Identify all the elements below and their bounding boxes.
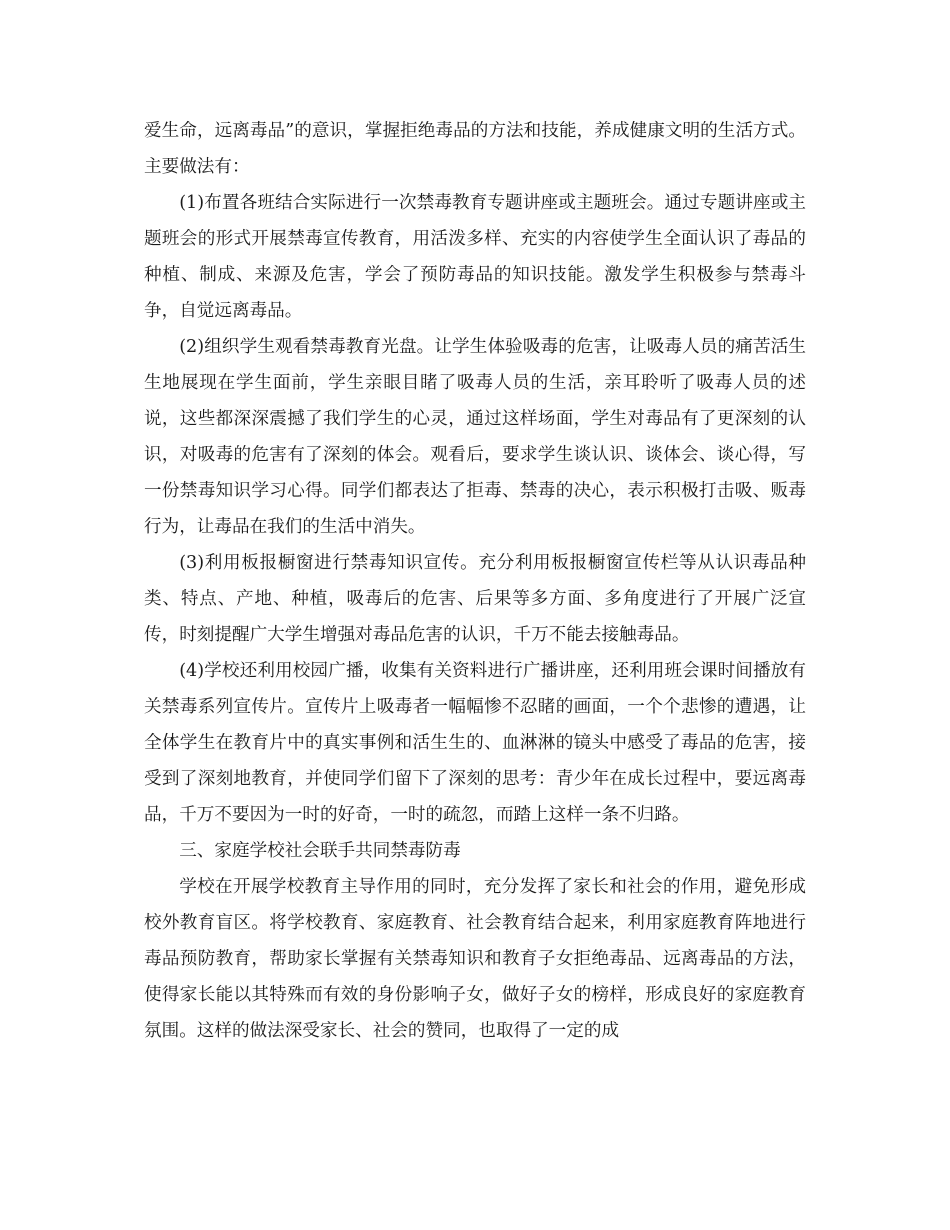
document-page	[144, 113, 806, 1049]
paragraph-section-3-body: 学校在开展学校教育主导作用的同时，充分发挥了家长和社会的作用，避免形成校外教育盲区。将学校教育、家庭教育、社会教育结合起来，利用家庭教育阵地进行毒品预防教育，帮助家长掌握有关禁毒知识和教育子女拒绝毒品、远离毒品的方法，使得家长能以其特殊而有效的身份影响子女，做好子女的榜样，形成良好的家庭教育氛围。这样的做法深受家长、社会的赞同，也取得了一定的成	[144, 877, 806, 1041]
section-heading-3: 三、家庭学校社会联手共同禁毒防毒	[179, 841, 461, 861]
paragraph-item-4: (4)学校还利用校园广播，收集有关资料进行广播讲座，还利用班会课时间播放有关禁毒系列宣传片。宣传片上吸毒者一幅幅惨不忍睹的画面，一个个悲惨的遭遇，让全体学生在教育片中的真实事例和活生生的、血淋淋的镜头中感受了毒品的危害，接受到了深刻地教育，并使同学们留下了深刻的思考：青少年在成长过程中，要远离毒品，千万不要因为一时的好奇，一时的疏忽，而踏上这样一条不归路。	[144, 661, 806, 825]
paragraph-item-2: (2)组织学生观看禁毒教育光盘。让学生体验吸毒的危害，让吸毒人员的痛苦活生生地展现在学生面前，学生亲眼目睹了吸毒人员的生活，亲耳聆听了吸毒人员的述说，这些都深深震撼了我们学生的心灵，通过这样场面，学生对毒品有了更深刻的认识，对吸毒的危害有了深刻的体会。观看后，要求学生谈认识、谈体会、谈心得，写一份禁毒知识学习心得。同学们都表达了拒毒、禁毒的决心，表示积极打击吸、贩毒行为，让毒品在我们的生活中消失。	[144, 337, 806, 537]
paragraph-item-3: (3)利用板报橱窗进行禁毒知识宣传。充分利用板报橱窗宣传栏等从认识毒品种类、特点、产地、种植，吸毒后的危害、后果等多方面、多角度进行了开展广泛宣传，时刻提醒广大学生增强对毒品危害的认识，千万不能去接触毒品。	[144, 553, 806, 645]
paragraph-item-1: (1)布置各班结合实际进行一次禁毒教育专题讲座或主题班会。通过专题讲座或主题班会的形式开展禁毒宣传教育，用活泼多样、充实的内容使学生全面认识了毒品的种植、制成、来源及危害，学会了预防毒品的知识技能。激发学生积极参与禁毒斗争，自觉远离毒品。	[144, 193, 806, 321]
paragraph-intro-continuation: 爱生命，远离毒品”的意识，掌握拒绝毒品的方法和技能，养成健康文明的生活方式。主要做法有：	[144, 121, 806, 177]
